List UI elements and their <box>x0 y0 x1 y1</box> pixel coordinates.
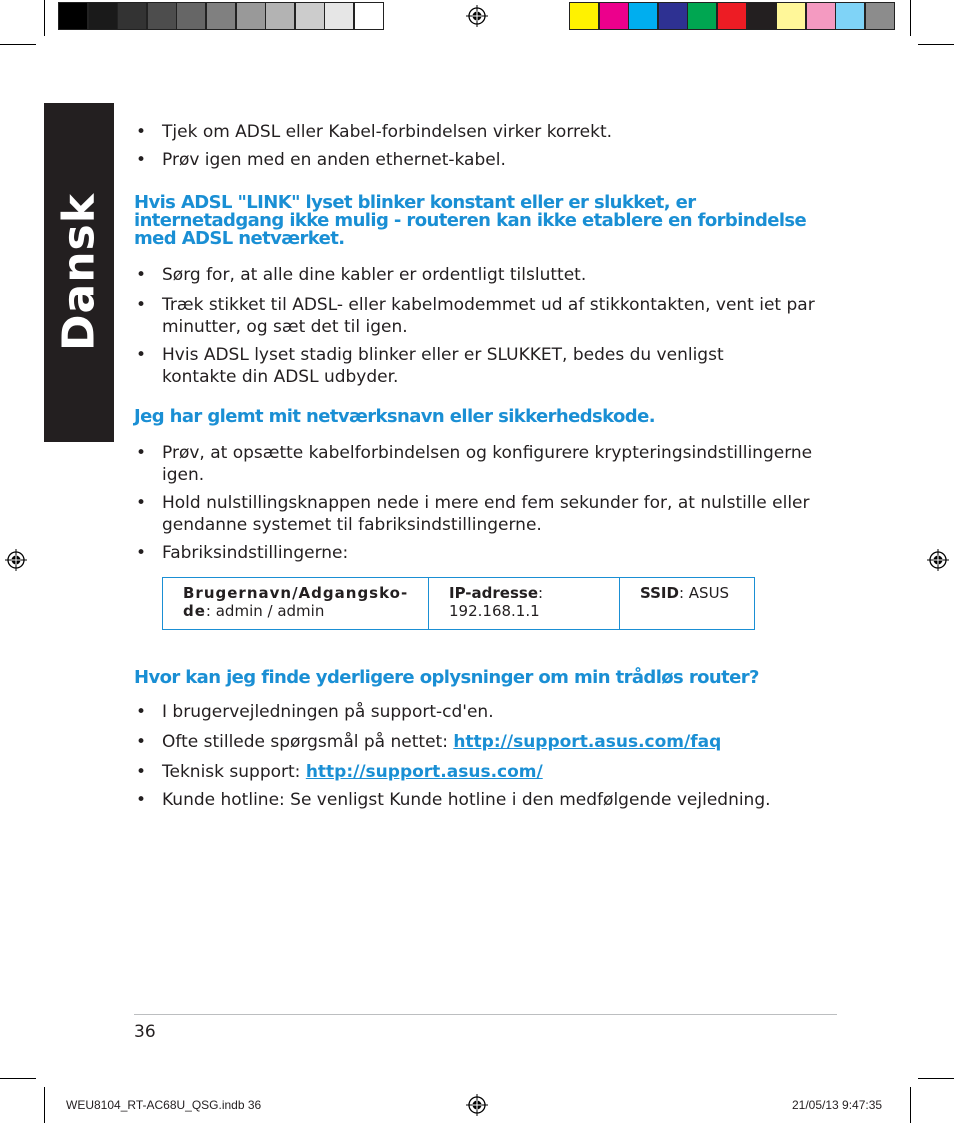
page-number: 36 <box>134 1022 156 1042</box>
bullet-marker: • <box>136 493 147 513</box>
list-item: Prøv, at opsætte kabelforbindelsen og konfigurere krypteringsindstillingerne igen. <box>162 443 813 485</box>
color-swatch <box>324 2 354 30</box>
ip-cell <box>429 578 620 630</box>
crop-mark-bottom-right-h <box>918 1078 954 1079</box>
registration-mark-icon <box>466 1094 488 1116</box>
language-side-tab <box>44 103 114 442</box>
color-swatch <box>206 2 236 30</box>
section-heading: Jeg har glemt mit netværksnavn eller sikkerhedskode. <box>134 406 655 427</box>
bullet-marker: • <box>136 732 147 752</box>
language-tab-label: Dansk <box>53 193 105 351</box>
color-swatch <box>569 2 599 30</box>
bullet-marker: • <box>136 702 147 722</box>
color-swatch <box>176 2 206 30</box>
bullet-marker: • <box>136 543 147 563</box>
color-swatch <box>354 2 384 30</box>
crop-mark-top-left-h <box>0 44 36 45</box>
support-label: Teknisk support: <box>162 762 306 782</box>
bullet-marker: • <box>136 762 147 782</box>
ssid-cell <box>620 578 755 630</box>
list-item: Træk stikket til ADSL- eller kabelmodemmet ud af stikkontakten, vent iet par minutter, og sæt det til igen. <box>162 295 815 337</box>
faq-label: Ofte stillede spørgsmål på nettet: <box>162 732 454 752</box>
color-swatch <box>806 2 836 30</box>
bullet-marker: • <box>136 790 147 810</box>
color-swatch <box>835 2 865 30</box>
bullet-marker: • <box>136 150 147 170</box>
list-item: Hvis ADSL lyset stadig blinker eller er SLUKKET, bedes du venligst kontakte din ADSL udbyder. <box>162 345 724 387</box>
list-item <box>162 731 842 753</box>
list-item <box>162 761 842 783</box>
color-swatch <box>747 2 777 30</box>
color-swatch <box>687 2 717 30</box>
bullet-marker: • <box>136 122 147 142</box>
registration-mark-icon <box>927 549 949 571</box>
section-heading: Hvis ADSL "LINK" lyset blinker konstant eller er slukket, er internetadgang ikke mulig - routeren kan ikke etablere en forbindelse med ADSL netværket. <box>134 192 807 249</box>
color-swatch <box>599 2 629 30</box>
ssid-value: : ASUS <box>678 584 730 602</box>
bullet-marker: • <box>136 265 147 285</box>
username-cell <box>163 578 429 630</box>
color-swatch <box>117 2 147 30</box>
list-item: Fabriksindstillingerne: <box>162 543 349 563</box>
color-swatch <box>776 2 806 30</box>
ip-value: : 192.168.1.1 <box>449 584 544 620</box>
ip-key: IP-adresse <box>449 584 538 602</box>
crop-mark-bottom-left-v <box>44 1087 45 1123</box>
bullet-marker: • <box>136 345 147 365</box>
footer-rule <box>134 1014 837 1015</box>
list-item: I brugervejledningen på support-cd'en. <box>162 702 494 722</box>
username-key: Brugernavn/Adgangsko-de <box>183 584 409 620</box>
color-swatch <box>865 2 895 30</box>
color-swatch <box>88 2 118 30</box>
color-swatch <box>295 2 325 30</box>
color-swatch <box>628 2 658 30</box>
faq-link[interactable]: http://support.asus.com/faq <box>453 732 722 752</box>
color-swatch <box>265 2 295 30</box>
color-swatch <box>58 2 88 30</box>
ssid-key: SSID <box>640 584 679 602</box>
crop-mark-top-right-h <box>918 44 954 45</box>
support-link[interactable]: http://support.asus.com/ <box>305 762 543 782</box>
print-slug-date: 21/05/13 9:47:35 <box>792 1098 883 1112</box>
crop-mark-top-left-v <box>44 0 45 36</box>
registration-mark-icon <box>5 549 27 571</box>
list-item: Prøv igen med en anden ethernet-kabel. <box>162 150 506 170</box>
registration-mark-icon <box>466 5 488 27</box>
list-item: Hold nulstillingsknappen nede i mere end fem sekunder for, at nulstille eller gendanne systemet til fabriksindstillingerne. <box>162 493 810 535</box>
section-heading: Hvor kan jeg finde yderligere oplysninger om min trådløs router? <box>134 667 759 688</box>
color-swatch <box>236 2 266 30</box>
factory-defaults-table <box>162 577 755 630</box>
color-swatch <box>147 2 177 30</box>
bullet-marker: • <box>136 295 147 315</box>
print-slug-file: WEU8104_RT-AC68U_QSG.indb 36 <box>66 1098 262 1112</box>
list-item: Sørg for, at alle dine kabler er ordentligt tilsluttet. <box>162 265 587 285</box>
list-item: Kunde hotline: Se venligst Kunde hotline i den medfølgende vejledning. <box>162 790 771 810</box>
list-item: Tjek om ADSL eller Kabel-forbindelsen virker korrekt. <box>162 122 613 142</box>
color-swatch <box>717 2 747 30</box>
bullet-marker: • <box>136 443 147 463</box>
username-value: : admin / admin <box>205 602 325 620</box>
color-swatch <box>658 2 688 30</box>
crop-mark-bottom-left-h <box>0 1078 36 1079</box>
crop-mark-bottom-right-v <box>910 1087 911 1123</box>
crop-mark-top-right-v <box>910 0 911 36</box>
